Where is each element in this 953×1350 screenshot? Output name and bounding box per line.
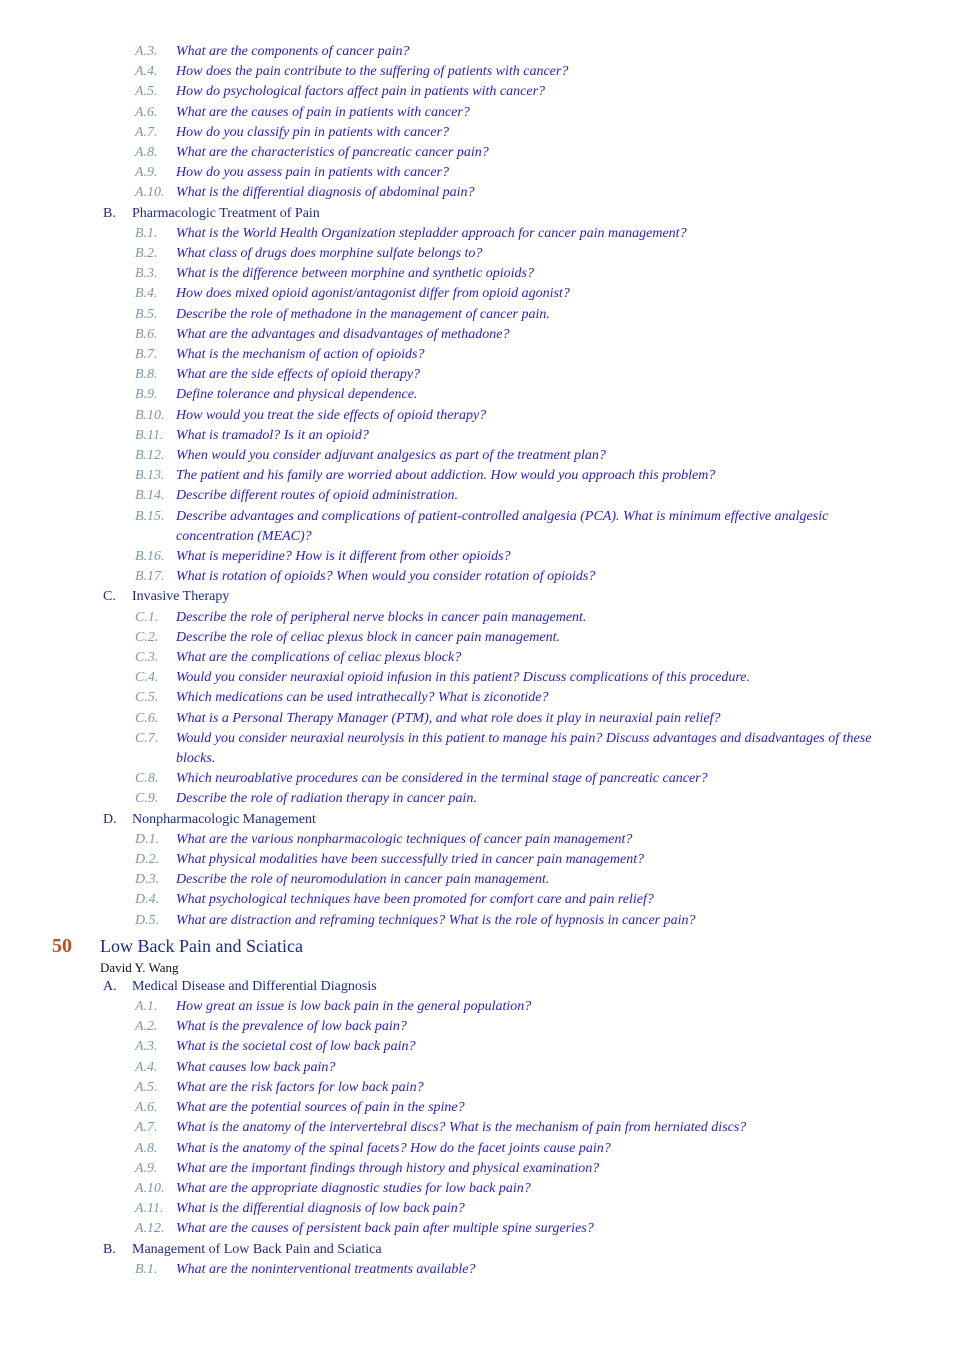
question-item xyxy=(0,709,953,729)
question-item xyxy=(0,890,953,910)
question-number: B.14. xyxy=(135,488,165,504)
question-item xyxy=(0,143,953,163)
question-text: What are the advantages and disadvantages of methadone? xyxy=(176,326,510,342)
question-item xyxy=(0,406,953,426)
question-item xyxy=(0,305,953,325)
question-number: A.6. xyxy=(135,1100,158,1116)
question-item xyxy=(0,1058,953,1078)
question-number: B.9. xyxy=(135,387,158,403)
question-number: A.8. xyxy=(135,1140,158,1156)
question-number: B.4. xyxy=(135,286,158,302)
question-item xyxy=(0,365,953,385)
question-item xyxy=(0,688,953,708)
question-number: A.6. xyxy=(135,104,158,120)
question-text: What is the difference between morphine and synthetic opioids? xyxy=(176,266,534,282)
question-number: D.1. xyxy=(135,831,160,847)
question-text: What is the societal cost of low back pain? xyxy=(176,1039,416,1055)
question-text: What is the anatomy of the spinal facets? How do the facet joints cause pain? xyxy=(176,1140,611,1156)
question-item xyxy=(0,507,953,547)
question-text: What are the complications of celiac plexus block? xyxy=(176,650,462,666)
question-number: C.4. xyxy=(135,670,159,686)
question-item xyxy=(0,1159,953,1179)
question-number: A.3. xyxy=(135,1039,158,1055)
question-item xyxy=(0,183,953,203)
question-number: A.10. xyxy=(135,1180,165,1196)
question-number: B.15. xyxy=(135,508,165,524)
question-item xyxy=(0,486,953,506)
question-text: How would you treat the side effects of opioid therapy? xyxy=(176,407,487,423)
section-title: Pharmacologic Treatment of Pain xyxy=(132,205,320,221)
question-number: C.5. xyxy=(135,690,159,706)
question-number: A.9. xyxy=(135,165,158,181)
question-number: B.2. xyxy=(135,246,158,262)
question-text: Describe the role of methadone in the management of cancer pain. xyxy=(176,306,550,322)
question-item xyxy=(0,648,953,668)
section-title: Nonpharmacologic Management xyxy=(132,811,316,827)
section-heading xyxy=(0,1240,953,1260)
question-text: When would you consider adjuvant analgesics as part of the treatment plan? xyxy=(176,448,606,464)
question-number: B.3. xyxy=(135,266,158,282)
question-text: What is a Personal Therapy Manager (PTM), and what role does it play in neuraxial pain relief? xyxy=(176,710,721,726)
question-text: What is the prevalence of low back pain? xyxy=(176,1019,407,1035)
question-text: Describe the role of celiac plexus block in cancer pain management. xyxy=(176,629,560,645)
question-number: B.17. xyxy=(135,569,165,585)
question-text: Describe advantages and complications of patient-controlled analgesia (PCA). What is minimum effective analgesic concentration (MEAC)? xyxy=(176,508,829,544)
question-item xyxy=(0,1179,953,1199)
question-text: Describe the role of neuromodulation in cancer pain management. xyxy=(176,872,550,888)
question-number: B.7. xyxy=(135,347,158,363)
question-number: A.4. xyxy=(135,64,158,80)
question-item xyxy=(0,62,953,82)
question-text: What are the noninterventional treatments available? xyxy=(176,1261,476,1277)
question-text: Which medications can be used intrathecally? What is ziconotide? xyxy=(176,690,549,706)
question-number: D.5. xyxy=(135,912,160,928)
section-title: Management of Low Back Pain and Sciatica xyxy=(132,1241,382,1257)
question-text: How do you assess pain in patients with cancer? xyxy=(176,165,449,181)
question-number: B.5. xyxy=(135,306,158,322)
question-number: A.3. xyxy=(135,44,158,59)
question-number: A.4. xyxy=(135,1059,158,1075)
question-number: B.8. xyxy=(135,367,158,383)
question-item xyxy=(0,789,953,809)
question-text: What is rotation of opioids? When would you consider rotation of opioids? xyxy=(176,569,596,585)
question-item xyxy=(0,426,953,446)
question-item xyxy=(0,1260,953,1280)
question-text: What are the appropriate diagnostic studies for low back pain? xyxy=(176,1180,531,1196)
question-text: Describe different routes of opioid administration. xyxy=(176,488,459,504)
question-item xyxy=(0,325,953,345)
section-heading xyxy=(0,587,953,607)
question-item xyxy=(0,628,953,648)
question-number: B.1. xyxy=(135,1261,158,1277)
question-text: What is the World Health Organization stepladder approach for cancer pain management? xyxy=(176,225,687,241)
question-text: What is meperidine? How is it different from other opioids? xyxy=(176,549,511,565)
question-text: The patient and his family are worried about addiction. How would you approach this problem? xyxy=(176,468,716,484)
question-item xyxy=(0,42,953,62)
toc-page xyxy=(0,42,953,1280)
question-number: A.2. xyxy=(135,1019,158,1035)
chapter-number: 50 xyxy=(52,934,72,957)
question-number: C.7. xyxy=(135,730,159,746)
question-item xyxy=(0,385,953,405)
question-item xyxy=(0,466,953,486)
question-number: A.10. xyxy=(135,185,165,201)
question-text: What psychological techniques have been promoted for comfort care and pain relief? xyxy=(176,892,654,908)
question-text: What are the potential sources of pain in the spine? xyxy=(176,1100,465,1116)
question-item xyxy=(0,1219,953,1239)
chapter-title: Low Back Pain and Sciatica xyxy=(100,935,303,956)
question-text: What physical modalities have been successfully tried in cancer pain management? xyxy=(176,852,645,868)
question-item xyxy=(0,911,953,931)
question-item xyxy=(0,163,953,183)
question-item xyxy=(0,1017,953,1037)
question-number: B.16. xyxy=(135,549,165,565)
question-number: C.3. xyxy=(135,650,159,666)
question-text: What are the components of cancer pain? xyxy=(176,44,410,59)
question-text: Define tolerance and physical dependence. xyxy=(176,387,418,403)
question-text: How do you classify pin in patients with cancer? xyxy=(176,124,449,140)
question-text: What are the important findings through history and physical examination? xyxy=(176,1160,600,1176)
question-item xyxy=(0,284,953,304)
question-text: What is the differential diagnosis of low back pain? xyxy=(176,1201,465,1217)
question-item xyxy=(0,1118,953,1138)
question-text: What is the mechanism of action of opioids? xyxy=(176,347,425,363)
question-item xyxy=(0,1098,953,1118)
question-number: A.11. xyxy=(135,1201,164,1217)
question-item xyxy=(0,547,953,567)
question-number: A.1. xyxy=(135,999,158,1015)
question-number: C.6. xyxy=(135,710,159,726)
section-heading xyxy=(0,204,953,224)
question-text: What are the side effects of opioid therapy? xyxy=(176,367,421,383)
section-heading xyxy=(0,810,953,830)
section-letter: A. xyxy=(103,978,117,994)
question-text: What are the causes of pain in patients with cancer? xyxy=(176,104,470,120)
question-text: Describe the role of radiation therapy in cancer pain. xyxy=(176,791,477,807)
question-item xyxy=(0,123,953,143)
question-number: B.10. xyxy=(135,407,165,423)
question-item xyxy=(0,1139,953,1159)
question-text: What are the causes of persistent back pain after multiple spine surgeries? xyxy=(176,1221,594,1237)
question-text: How do psychological factors affect pain in patients with cancer? xyxy=(176,84,546,100)
question-item xyxy=(0,1037,953,1057)
question-item xyxy=(0,769,953,789)
question-text: What are distraction and reframing techniques? What is the role of hypnosis in cancer pain? xyxy=(176,912,696,928)
section-letter: C. xyxy=(103,589,116,605)
question-number: C.9. xyxy=(135,791,159,807)
question-text: What are the characteristics of pancreatic cancer pain? xyxy=(176,145,489,161)
question-text: Would you consider neuraxial opioid infusion in this patient? Discuss complications of this procedure. xyxy=(176,670,750,686)
section-title: Invasive Therapy xyxy=(132,589,230,605)
question-number: D.3. xyxy=(135,872,160,888)
question-number: A.5. xyxy=(135,84,158,100)
question-item xyxy=(0,345,953,365)
question-text: How does the pain contribute to the suffering of patients with cancer? xyxy=(176,64,569,80)
question-number: D.2. xyxy=(135,852,160,868)
question-text: What is tramadol? Is it an opioid? xyxy=(176,427,369,443)
question-number: A.5. xyxy=(135,1079,158,1095)
question-item xyxy=(0,264,953,284)
question-item xyxy=(0,1078,953,1098)
question-item xyxy=(0,850,953,870)
question-text: What are the risk factors for low back pain? xyxy=(176,1079,424,1095)
question-item xyxy=(0,224,953,244)
question-number: D.4. xyxy=(135,892,160,908)
question-item xyxy=(0,729,953,769)
question-number: C.1. xyxy=(135,609,159,625)
question-item xyxy=(0,567,953,587)
question-item xyxy=(0,668,953,688)
question-item xyxy=(0,608,953,628)
question-text: What causes low back pain? xyxy=(176,1059,336,1075)
question-number: B.6. xyxy=(135,326,158,342)
question-number: A.7. xyxy=(135,124,158,140)
section-letter: B. xyxy=(103,1241,116,1257)
question-number: B.11. xyxy=(135,427,164,443)
section-letter: B. xyxy=(103,205,116,221)
question-number: B.1. xyxy=(135,225,158,241)
question-item xyxy=(0,103,953,123)
question-text: How great an issue is low back pain in the general population? xyxy=(176,999,532,1015)
question-text: What is the anatomy of the intervertebral discs? What is the mechanism of pain from herniated discs? xyxy=(176,1120,747,1136)
question-number: C.2. xyxy=(135,629,159,645)
question-item xyxy=(0,82,953,102)
question-item xyxy=(0,446,953,466)
question-number: C.8. xyxy=(135,771,159,787)
question-item xyxy=(0,997,953,1017)
chapter-author: David Y. Wang xyxy=(100,959,179,975)
question-number: A.12. xyxy=(135,1221,165,1237)
question-number: A.8. xyxy=(135,145,158,161)
question-number: B.12. xyxy=(135,448,165,464)
question-number: B.13. xyxy=(135,468,165,484)
section-heading xyxy=(0,977,953,997)
question-number: A.9. xyxy=(135,1160,158,1176)
question-text: How does mixed opioid agonist/antagonist differ from opioid agonist? xyxy=(176,286,570,302)
section-letter: D. xyxy=(103,811,117,827)
question-text: Which neuroablative procedures can be considered in the terminal stage of pancreatic cancer? xyxy=(176,771,708,787)
chapter-heading xyxy=(0,933,953,959)
question-text: What are the various nonpharmacologic techniques of cancer pain management? xyxy=(176,831,633,847)
question-text: Describe the role of peripheral nerve blocks in cancer pain management. xyxy=(176,609,587,625)
question-text: What class of drugs does morphine sulfate belongs to? xyxy=(176,246,483,262)
question-item xyxy=(0,244,953,264)
section-title: Medical Disease and Differential Diagnosis xyxy=(132,978,377,994)
question-text: Would you consider neuraxial neurolysis in this patient to manage his pain? Discuss advantages and disadvantages of these blocks. xyxy=(176,730,872,767)
question-text: What is the differential diagnosis of abdominal pain? xyxy=(176,185,475,201)
question-item xyxy=(0,1199,953,1219)
question-item xyxy=(0,830,953,850)
question-number: A.7. xyxy=(135,1120,158,1136)
question-item xyxy=(0,870,953,890)
